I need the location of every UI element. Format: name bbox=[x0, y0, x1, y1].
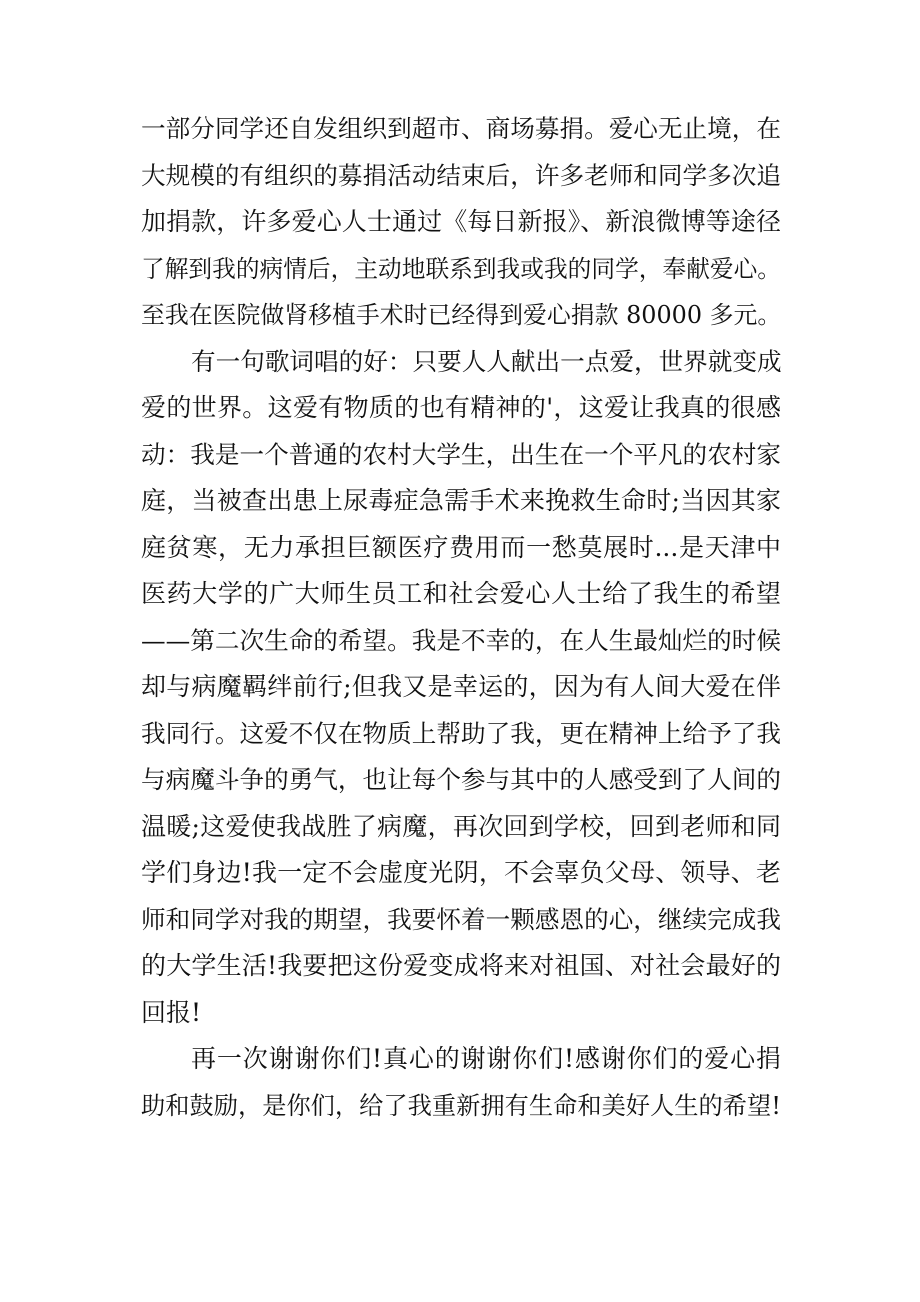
text-line: 有一句歌词唱的好：只要人人献出一点爱，世界就变成 bbox=[191, 346, 782, 376]
text-line: 与病魔斗争的勇气，也让每个参与其中的人感受到了人间的 bbox=[141, 765, 781, 794]
document-body bbox=[141, 106, 781, 1129]
text-line: 加捐款，许多爱心人士通过《每日新报》、新浪微博等途径 bbox=[141, 207, 781, 236]
text-line: 医药大学的广大师生员工和社会爱心人士给了我生的希望 bbox=[141, 579, 781, 608]
text-line: 动：我是一个普通的农村大学生，出生在一个平凡的农村家 bbox=[141, 439, 781, 469]
text-line: 一部分同学还自发组织到超市、商场募捐。爱心无止境，在 bbox=[141, 114, 781, 143]
paragraph-1 bbox=[141, 106, 781, 339]
text-line: 庭贫寒，无力承担巨额医疗费用而一愁莫展时...是天津中 bbox=[141, 532, 781, 562]
paragraph-2 bbox=[141, 339, 781, 1037]
text-line: 我同行。这爱不仅在物质上帮助了我，更在精神上给予了我 bbox=[141, 718, 781, 748]
text-line: 庭，当被查出患上尿毒症急需手术来挽救生命时;当因其家 bbox=[141, 486, 781, 515]
text-line: 至我在医院做肾移植手术时已经得到爱心捐款 80000 多元。 bbox=[141, 301, 782, 329]
paragraph-3 bbox=[141, 1036, 781, 1129]
text-line: 温暖;这爱使我战胜了病魔，再次回到学校，回到老师和同 bbox=[141, 811, 781, 841]
text-line: 却与病魔羁绊前行;但我又是幸运的，因为有人间大爱在伴 bbox=[141, 672, 781, 701]
text-line: 了解到我的病情后，主动地联系到我或我的同学，奉献爱心。 bbox=[141, 254, 781, 283]
text-line: 师和同学对我的期望，我要怀着一颗感恩的心，继续完成我 bbox=[141, 904, 781, 934]
text-line: ——第二次生命的希望。我是不幸的，在人生最灿烂的时候 bbox=[141, 625, 781, 655]
text-line: 再一次谢谢你们!真心的谢谢你们!感谢你们的爱心捐 bbox=[191, 1044, 781, 1073]
text-line: 的大学生活!我要把这份爱变成将来对祖国、对社会最好的 bbox=[141, 951, 781, 980]
text-line: 助和鼓励，是你们，给了我重新拥有生命和美好人生的希望! bbox=[141, 1090, 781, 1120]
text-line: 回报! bbox=[141, 997, 202, 1027]
text-line: 大规模的有组织的募捐活动结束后，许多老师和同学多次追 bbox=[141, 160, 781, 190]
text-line: 学们身边!我一定不会虚度光阴，不会辜负父母、领导、老 bbox=[141, 858, 781, 887]
text-line: 爱的世界。这爱有物质的也有精神的'，这爱让我真的很感 bbox=[141, 393, 781, 422]
